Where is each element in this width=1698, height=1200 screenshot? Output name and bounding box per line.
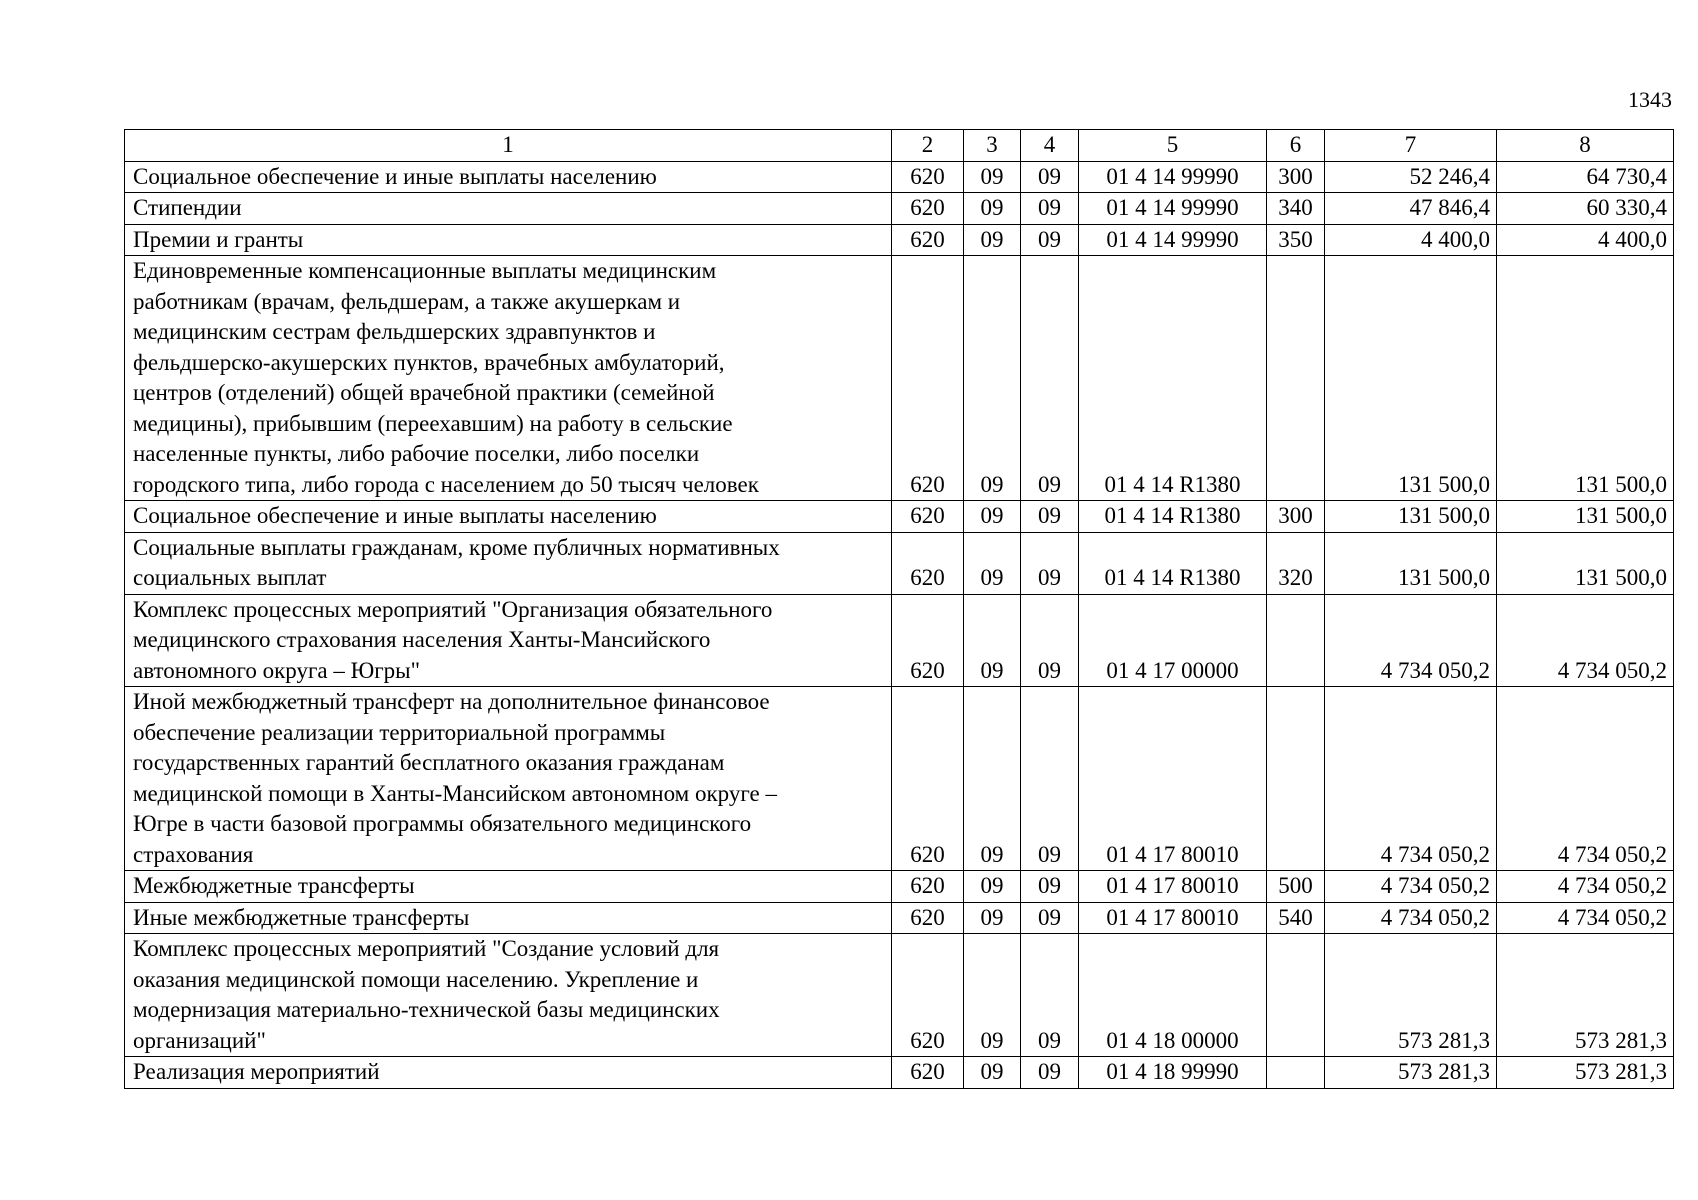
- amount-year-2-cell: 4 734 050,2: [1497, 594, 1674, 687]
- amount-year-1-cell: 4 734 050,2: [1325, 687, 1497, 871]
- column-header: 8: [1497, 130, 1674, 162]
- row-name-cell: Иные межбюджетные трансферты: [125, 902, 892, 934]
- subsection-code-cell: 09: [1021, 902, 1079, 934]
- target-article-cell: 01 4 17 80010: [1079, 687, 1267, 871]
- budget-table: [124, 129, 1674, 1089]
- expense-type-cell: 540: [1267, 902, 1325, 934]
- table-row: [125, 934, 1674, 1057]
- subsection-code-cell: 09: [1021, 687, 1079, 871]
- header-row: [125, 130, 1674, 162]
- subsection-code-cell: 09: [1021, 594, 1079, 687]
- expense-type-cell: [1267, 934, 1325, 1057]
- column-header: 5: [1079, 130, 1267, 162]
- subsection-code-cell: 09: [1021, 161, 1079, 193]
- expense-type-cell: [1267, 1057, 1325, 1089]
- admin-code-cell: 620: [892, 871, 964, 903]
- section-code-cell: 09: [964, 934, 1021, 1057]
- expense-type-cell: [1267, 256, 1325, 501]
- section-code-cell: 09: [964, 256, 1021, 501]
- admin-code-cell: 620: [892, 161, 964, 193]
- amount-year-1-cell: 4 734 050,2: [1325, 594, 1497, 687]
- amount-year-2-cell: 573 281,3: [1497, 934, 1674, 1057]
- amount-year-2-cell: 4 400,0: [1497, 224, 1674, 256]
- amount-year-1-cell: 4 400,0: [1325, 224, 1497, 256]
- row-name-cell: Иной межбюджетный трансферт на дополнительное финансовое обеспечение реализации территориальной программы государственных гарантий бесплатного оказания гражданам медицинской помощи в Ханты-Мансийском автономном округе – Югре в части базовой программы обязательного медицинского страхования: [125, 687, 892, 871]
- amount-year-2-cell: 4 734 050,2: [1497, 687, 1674, 871]
- amount-year-1-cell: 131 500,0: [1325, 256, 1497, 501]
- row-name-cell: Реализация мероприятий: [125, 1057, 892, 1089]
- expense-type-cell: 340: [1267, 193, 1325, 225]
- expense-type-cell: 350: [1267, 224, 1325, 256]
- amount-year-1-cell: 52 246,4: [1325, 161, 1497, 193]
- section-code-cell: 09: [964, 224, 1021, 256]
- amount-year-1-cell: 131 500,0: [1325, 501, 1497, 533]
- row-name-cell: Единовременные компенсационные выплаты медицинским работникам (врачам, фельдшерам, а также акушеркам и медицинским сестрам фельдшерских здравпунктов и фельдшерско-акушерских пунктов, врачебных амбулаторий, центров (отделений) общей врачебной практики (семейной медицины), прибывшим (переехавшим) на работу в сельские населенные пункты, либо рабочие поселки, либо поселки городского типа, либо города с населением до 50 тысяч человек: [125, 256, 892, 501]
- admin-code-cell: 620: [892, 902, 964, 934]
- column-header: 4: [1021, 130, 1079, 162]
- amount-year-2-cell: 64 730,4: [1497, 161, 1674, 193]
- table-row: [125, 1057, 1674, 1089]
- table-row: [125, 501, 1674, 533]
- table-row: [125, 687, 1674, 871]
- admin-code-cell: 620: [892, 1057, 964, 1089]
- section-code-cell: 09: [964, 902, 1021, 934]
- admin-code-cell: 620: [892, 532, 964, 594]
- row-name-cell: Социальное обеспечение и иные выплаты населению: [125, 501, 892, 533]
- target-article-cell: 01 4 14 99990: [1079, 224, 1267, 256]
- row-name-cell: Стипендии: [125, 193, 892, 225]
- table-row: [125, 193, 1674, 225]
- expense-type-cell: 320: [1267, 532, 1325, 594]
- row-name-cell: Социальное обеспечение и иные выплаты населению: [125, 161, 892, 193]
- table-row: [125, 532, 1674, 594]
- target-article-cell: 01 4 17 80010: [1079, 902, 1267, 934]
- amount-year-2-cell: 4 734 050,2: [1497, 871, 1674, 903]
- section-code-cell: 09: [964, 193, 1021, 225]
- section-code-cell: 09: [964, 687, 1021, 871]
- amount-year-1-cell: 573 281,3: [1325, 934, 1497, 1057]
- target-article-cell: 01 4 17 80010: [1079, 871, 1267, 903]
- subsection-code-cell: 09: [1021, 256, 1079, 501]
- amount-year-2-cell: 131 500,0: [1497, 532, 1674, 594]
- table-row: [125, 256, 1674, 501]
- admin-code-cell: 620: [892, 256, 964, 501]
- row-name-cell: Межбюджетные трансферты: [125, 871, 892, 903]
- subsection-code-cell: 09: [1021, 224, 1079, 256]
- amount-year-2-cell: 131 500,0: [1497, 256, 1674, 501]
- subsection-code-cell: 09: [1021, 501, 1079, 533]
- table-row: [125, 871, 1674, 903]
- target-article-cell: 01 4 14 R1380: [1079, 532, 1267, 594]
- row-name-cell: Социальные выплаты гражданам, кроме публичных нормативных социальных выплат: [125, 532, 892, 594]
- subsection-code-cell: 09: [1021, 871, 1079, 903]
- table-row: [125, 224, 1674, 256]
- subsection-code-cell: 09: [1021, 934, 1079, 1057]
- target-article-cell: 01 4 17 00000: [1079, 594, 1267, 687]
- subsection-code-cell: 09: [1021, 532, 1079, 594]
- section-code-cell: 09: [964, 594, 1021, 687]
- amount-year-2-cell: 4 734 050,2: [1497, 902, 1674, 934]
- expense-type-cell: [1267, 594, 1325, 687]
- column-header: 6: [1267, 130, 1325, 162]
- row-name-cell: Премии и гранты: [125, 224, 892, 256]
- column-header: 2: [892, 130, 964, 162]
- target-article-cell: 01 4 14 R1380: [1079, 501, 1267, 533]
- amount-year-1-cell: 47 846,4: [1325, 193, 1497, 225]
- section-code-cell: 09: [964, 1057, 1021, 1089]
- table-row: [125, 161, 1674, 193]
- subsection-code-cell: 09: [1021, 193, 1079, 225]
- expense-type-cell: [1267, 687, 1325, 871]
- admin-code-cell: 620: [892, 934, 964, 1057]
- section-code-cell: 09: [964, 871, 1021, 903]
- admin-code-cell: 620: [892, 594, 964, 687]
- table-row: [125, 594, 1674, 687]
- admin-code-cell: 620: [892, 687, 964, 871]
- section-code-cell: 09: [964, 161, 1021, 193]
- amount-year-1-cell: 131 500,0: [1325, 532, 1497, 594]
- section-code-cell: 09: [964, 532, 1021, 594]
- amount-year-1-cell: 573 281,3: [1325, 1057, 1497, 1089]
- amount-year-2-cell: 60 330,4: [1497, 193, 1674, 225]
- row-name-cell: Комплекс процессных мероприятий "Создание условий для оказания медицинской помощи населению. Укрепление и модернизация материально-технической базы медицинских организаций": [125, 934, 892, 1057]
- amount-year-1-cell: 4 734 050,2: [1325, 871, 1497, 903]
- admin-code-cell: 620: [892, 501, 964, 533]
- expense-type-cell: 300: [1267, 161, 1325, 193]
- subsection-code-cell: 09: [1021, 1057, 1079, 1089]
- column-header: 1: [125, 130, 892, 162]
- target-article-cell: 01 4 14 99990: [1079, 193, 1267, 225]
- target-article-cell: 01 4 18 00000: [1079, 934, 1267, 1057]
- table-row: [125, 902, 1674, 934]
- target-article-cell: 01 4 14 99990: [1079, 161, 1267, 193]
- amount-year-2-cell: 131 500,0: [1497, 501, 1674, 533]
- section-code-cell: 09: [964, 501, 1021, 533]
- column-header: 7: [1325, 130, 1497, 162]
- row-name-cell: Комплекс процессных мероприятий "Организация обязательного медицинского страхования населения Ханты-Мансийского автономного округа – Югры": [125, 594, 892, 687]
- target-article-cell: 01 4 18 99990: [1079, 1057, 1267, 1089]
- amount-year-2-cell: 573 281,3: [1497, 1057, 1674, 1089]
- expense-type-cell: 300: [1267, 501, 1325, 533]
- column-header: 3: [964, 130, 1021, 162]
- amount-year-1-cell: 4 734 050,2: [1325, 902, 1497, 934]
- admin-code-cell: 620: [892, 224, 964, 256]
- page-number: 1343: [1628, 87, 1672, 112]
- target-article-cell: 01 4 14 R1380: [1079, 256, 1267, 501]
- admin-code-cell: 620: [892, 193, 964, 225]
- expense-type-cell: 500: [1267, 871, 1325, 903]
